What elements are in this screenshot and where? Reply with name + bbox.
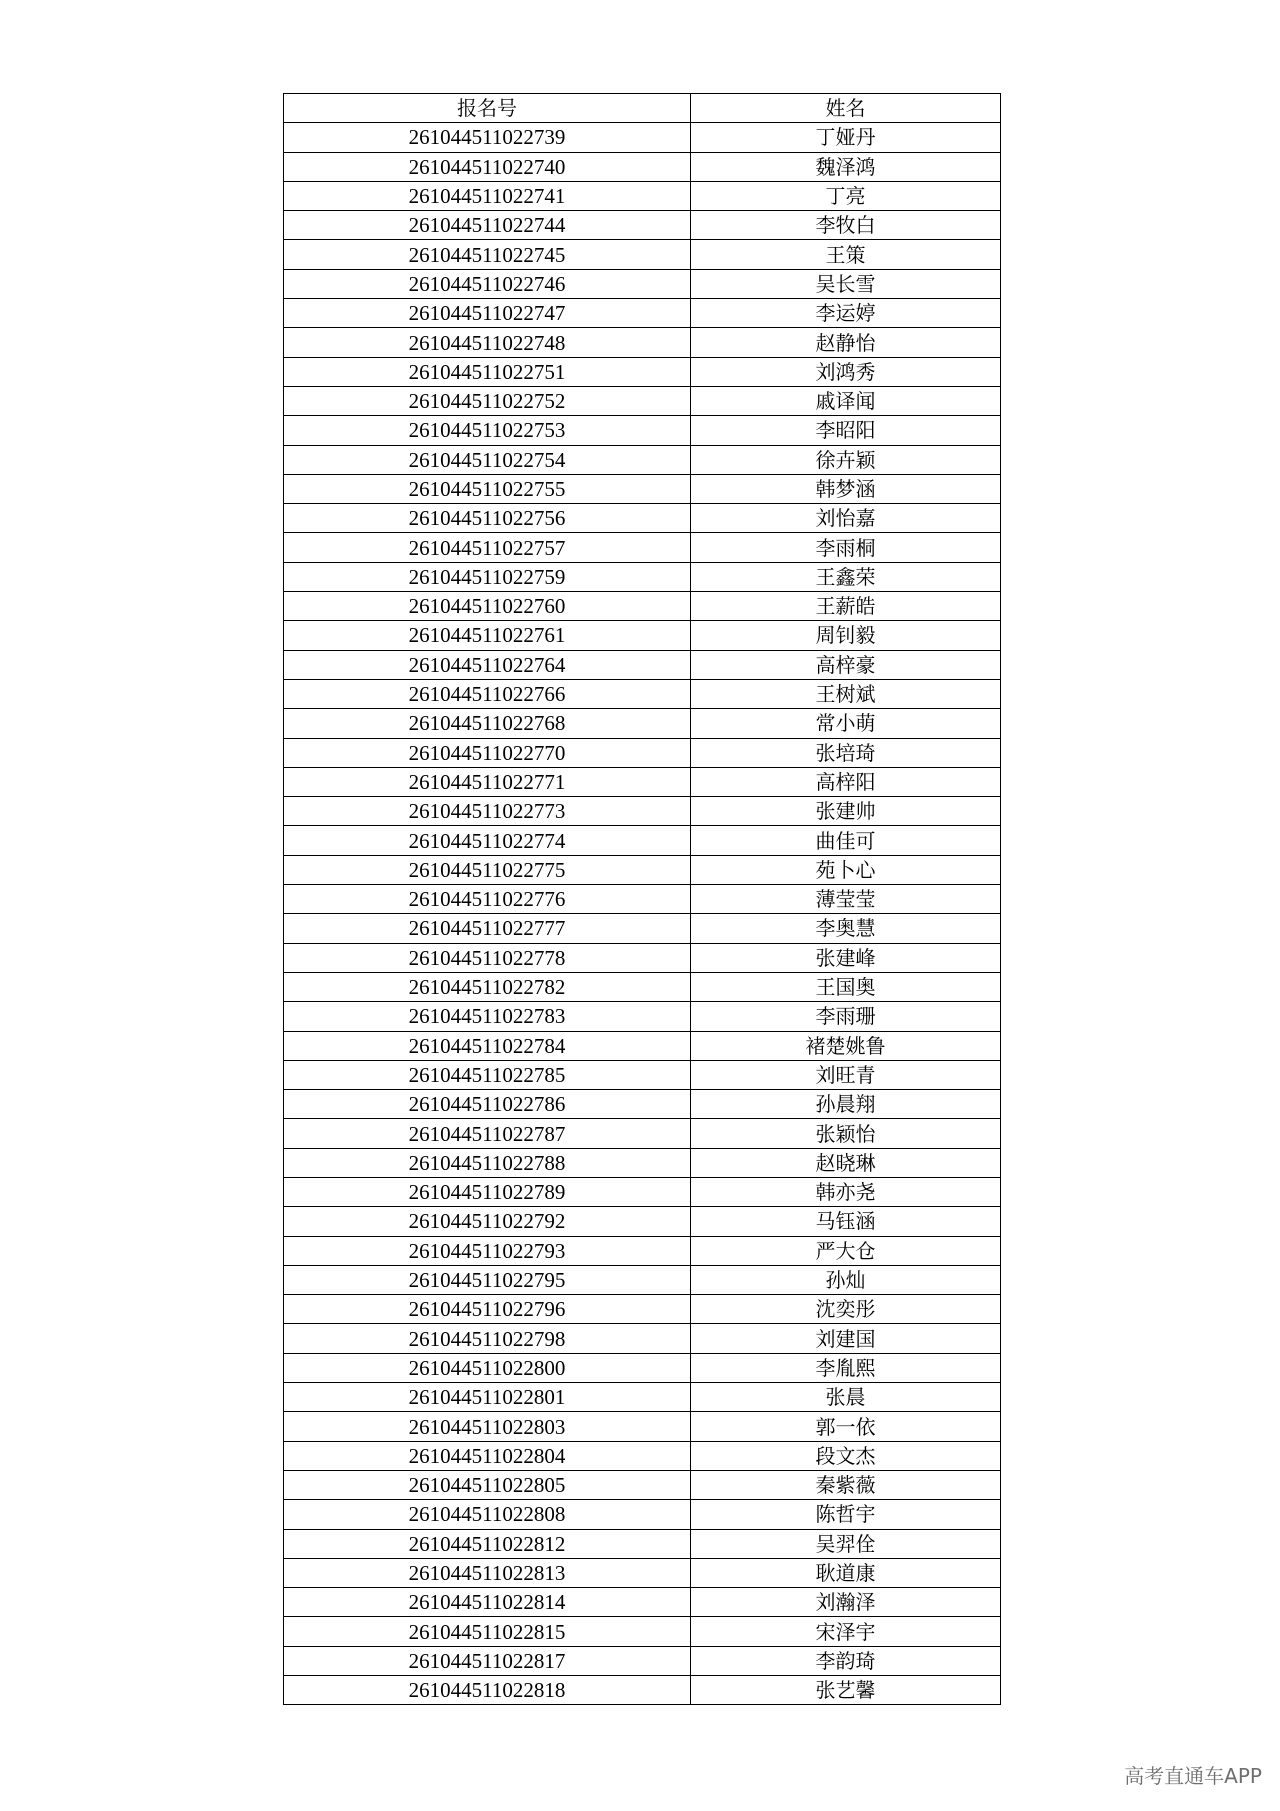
registration-number-cell: 261044511022787 <box>284 1119 691 1148</box>
table-row <box>284 972 1001 1001</box>
student-name-cell: 丁娅丹 <box>691 123 1001 152</box>
student-name-cell: 丁亮 <box>691 181 1001 210</box>
registration-number-cell: 261044511022813 <box>284 1558 691 1587</box>
table-row <box>284 1207 1001 1236</box>
registration-number-cell: 261044511022768 <box>284 709 691 738</box>
table-row <box>284 1558 1001 1587</box>
table-row <box>284 592 1001 621</box>
registration-number-cell: 261044511022795 <box>284 1265 691 1294</box>
registration-number-cell: 261044511022756 <box>284 504 691 533</box>
student-name-cell: 褚楚姚鲁 <box>691 1031 1001 1060</box>
registration-number-cell: 261044511022778 <box>284 943 691 972</box>
registration-number-cell: 261044511022782 <box>284 972 691 1001</box>
table-row <box>284 621 1001 650</box>
registration-number-cell: 261044511022801 <box>284 1383 691 1412</box>
student-name-cell: 戚译闻 <box>691 386 1001 415</box>
registration-number-cell: 261044511022818 <box>284 1676 691 1705</box>
table-row <box>284 504 1001 533</box>
student-name-cell: 李昭阳 <box>691 416 1001 445</box>
table-row <box>284 650 1001 679</box>
student-name-cell: 秦紫薇 <box>691 1470 1001 1499</box>
student-name-cell: 高梓豪 <box>691 650 1001 679</box>
student-name-cell: 严大仓 <box>691 1236 1001 1265</box>
table-row <box>284 269 1001 298</box>
student-name-cell: 马钰涵 <box>691 1207 1001 1236</box>
registration-number-cell: 261044511022776 <box>284 885 691 914</box>
table-row <box>284 1119 1001 1148</box>
registration-number-cell: 261044511022770 <box>284 738 691 767</box>
registration-number-cell: 261044511022761 <box>284 621 691 650</box>
student-name-cell: 张晨 <box>691 1383 1001 1412</box>
student-name-cell: 李牧白 <box>691 211 1001 240</box>
student-name-cell: 刘建国 <box>691 1324 1001 1353</box>
table-row <box>284 1148 1001 1177</box>
student-name-cell: 刘瀚泽 <box>691 1588 1001 1617</box>
student-name-cell: 张建峰 <box>691 943 1001 972</box>
student-name-cell: 陈哲宇 <box>691 1500 1001 1529</box>
table-row <box>284 1002 1001 1031</box>
registration-number-cell: 261044511022817 <box>284 1646 691 1675</box>
registration-number-cell: 261044511022804 <box>284 1441 691 1470</box>
table-row <box>284 797 1001 826</box>
student-name-cell: 薄莹莹 <box>691 885 1001 914</box>
table-row <box>284 914 1001 943</box>
table-row <box>284 357 1001 386</box>
student-name-cell: 李雨珊 <box>691 1002 1001 1031</box>
student-name-cell: 李韵琦 <box>691 1646 1001 1675</box>
table-body <box>284 123 1001 1705</box>
student-name-cell: 王薪皓 <box>691 592 1001 621</box>
table-row <box>284 1617 1001 1646</box>
watermark-text: 高考直通车APP <box>1124 1764 1262 1788</box>
table-row <box>284 1236 1001 1265</box>
student-name-cell: 张培琦 <box>691 738 1001 767</box>
registration-number-cell: 261044511022739 <box>284 123 691 152</box>
table-row <box>284 1412 1001 1441</box>
table-row <box>284 943 1001 972</box>
student-name-cell: 徐卉颖 <box>691 445 1001 474</box>
table-row <box>284 1324 1001 1353</box>
table-row <box>284 1031 1001 1060</box>
registration-number-cell: 261044511022792 <box>284 1207 691 1236</box>
registration-number-cell: 261044511022771 <box>284 767 691 796</box>
registration-number-cell: 261044511022784 <box>284 1031 691 1060</box>
student-name-cell: 赵晓琳 <box>691 1148 1001 1177</box>
student-name-cell: 苑卜心 <box>691 855 1001 884</box>
table-row <box>284 211 1001 240</box>
table-row <box>284 1090 1001 1119</box>
table-row <box>284 474 1001 503</box>
table-row <box>284 738 1001 767</box>
student-name-cell: 李奥慧 <box>691 914 1001 943</box>
table-row <box>284 1588 1001 1617</box>
student-name-cell: 常小萌 <box>691 709 1001 738</box>
student-name-cell: 张颖怡 <box>691 1119 1001 1148</box>
student-name-cell: 周钊毅 <box>691 621 1001 650</box>
table-row <box>284 885 1001 914</box>
table-row <box>284 1500 1001 1529</box>
registration-number-cell: 261044511022789 <box>284 1177 691 1206</box>
registration-number-cell: 261044511022760 <box>284 592 691 621</box>
student-name-cell: 韩梦涵 <box>691 474 1001 503</box>
table-row <box>284 1383 1001 1412</box>
table-row <box>284 416 1001 445</box>
table-row <box>284 1177 1001 1206</box>
student-name-cell: 高梓阳 <box>691 767 1001 796</box>
table-row <box>284 1529 1001 1558</box>
student-name-cell: 赵静怡 <box>691 328 1001 357</box>
table-row <box>284 299 1001 328</box>
table-row <box>284 679 1001 708</box>
student-name-cell: 王策 <box>691 240 1001 269</box>
registration-number-cell: 261044511022753 <box>284 416 691 445</box>
registration-number-cell: 261044511022786 <box>284 1090 691 1119</box>
student-name-cell: 刘怡嘉 <box>691 504 1001 533</box>
table-row <box>284 240 1001 269</box>
student-name-cell: 刘旺青 <box>691 1060 1001 1089</box>
table-row <box>284 855 1001 884</box>
table-row <box>284 1295 1001 1324</box>
header-registration-number: 报名号 <box>284 94 691 123</box>
registration-number-cell: 261044511022766 <box>284 679 691 708</box>
registration-number-cell: 261044511022783 <box>284 1002 691 1031</box>
student-name-cell: 孙灿 <box>691 1265 1001 1294</box>
registration-number-cell: 261044511022740 <box>284 152 691 181</box>
table-row <box>284 1441 1001 1470</box>
student-name-cell: 王国奥 <box>691 972 1001 1001</box>
student-name-cell: 张艺馨 <box>691 1676 1001 1705</box>
table-row <box>284 152 1001 181</box>
registration-number-cell: 261044511022793 <box>284 1236 691 1265</box>
registration-number-cell: 261044511022775 <box>284 855 691 884</box>
student-name-cell: 王鑫荣 <box>691 562 1001 591</box>
student-name-cell: 曲佳可 <box>691 826 1001 855</box>
registration-number-cell: 261044511022747 <box>284 299 691 328</box>
registration-number-cell: 261044511022744 <box>284 211 691 240</box>
table-row <box>284 562 1001 591</box>
student-name-cell: 李胤熙 <box>691 1353 1001 1382</box>
registration-number-cell: 261044511022815 <box>284 1617 691 1646</box>
registration-number-cell: 261044511022803 <box>284 1412 691 1441</box>
registration-number-cell: 261044511022751 <box>284 357 691 386</box>
student-name-cell: 宋泽宇 <box>691 1617 1001 1646</box>
table-row <box>284 123 1001 152</box>
student-name-cell: 吴长雪 <box>691 269 1001 298</box>
student-name-cell: 段文杰 <box>691 1441 1001 1470</box>
registration-number-cell: 261044511022764 <box>284 650 691 679</box>
registration-number-cell: 261044511022774 <box>284 826 691 855</box>
registration-number-cell: 261044511022752 <box>284 386 691 415</box>
student-name-cell: 韩亦尧 <box>691 1177 1001 1206</box>
registration-number-cell: 261044511022814 <box>284 1588 691 1617</box>
student-name-cell: 王树斌 <box>691 679 1001 708</box>
registration-number-cell: 261044511022805 <box>284 1470 691 1499</box>
student-name-cell: 魏泽鸿 <box>691 152 1001 181</box>
table-row <box>284 1265 1001 1294</box>
registration-number-cell: 261044511022755 <box>284 474 691 503</box>
table-row <box>284 445 1001 474</box>
registration-number-cell: 261044511022777 <box>284 914 691 943</box>
table-row <box>284 1353 1001 1382</box>
admission-list-table <box>283 93 1001 1705</box>
registration-number-cell: 261044511022748 <box>284 328 691 357</box>
registration-number-cell: 261044511022812 <box>284 1529 691 1558</box>
registration-number-cell: 261044511022808 <box>284 1500 691 1529</box>
student-name-cell: 刘鸿秀 <box>691 357 1001 386</box>
table-header-row <box>284 94 1001 123</box>
registration-number-cell: 261044511022800 <box>284 1353 691 1382</box>
table-row <box>284 1676 1001 1705</box>
registration-number-cell: 261044511022796 <box>284 1295 691 1324</box>
table-row <box>284 1646 1001 1675</box>
table-row <box>284 328 1001 357</box>
student-name-cell: 李运婷 <box>691 299 1001 328</box>
table-row <box>284 826 1001 855</box>
registration-number-cell: 261044511022754 <box>284 445 691 474</box>
registration-number-cell: 261044511022798 <box>284 1324 691 1353</box>
table-row <box>284 386 1001 415</box>
registration-number-cell: 261044511022745 <box>284 240 691 269</box>
student-name-cell: 耿道康 <box>691 1558 1001 1587</box>
student-name-cell: 孙晨翔 <box>691 1090 1001 1119</box>
registration-number-cell: 261044511022773 <box>284 797 691 826</box>
registration-number-cell: 261044511022757 <box>284 533 691 562</box>
table-row <box>284 533 1001 562</box>
table-row <box>284 1470 1001 1499</box>
student-name-cell: 李雨桐 <box>691 533 1001 562</box>
registration-number-cell: 261044511022746 <box>284 269 691 298</box>
table-row <box>284 1060 1001 1089</box>
student-name-cell: 沈奕彤 <box>691 1295 1001 1324</box>
student-name-cell: 吴羿佺 <box>691 1529 1001 1558</box>
table-row <box>284 181 1001 210</box>
registration-number-cell: 261044511022788 <box>284 1148 691 1177</box>
student-name-cell: 张建帅 <box>691 797 1001 826</box>
table-row <box>284 709 1001 738</box>
student-name-cell: 郭一依 <box>691 1412 1001 1441</box>
registration-number-cell: 261044511022759 <box>284 562 691 591</box>
registration-number-cell: 261044511022741 <box>284 181 691 210</box>
table-row <box>284 767 1001 796</box>
header-name: 姓名 <box>691 94 1001 123</box>
registration-number-cell: 261044511022785 <box>284 1060 691 1089</box>
